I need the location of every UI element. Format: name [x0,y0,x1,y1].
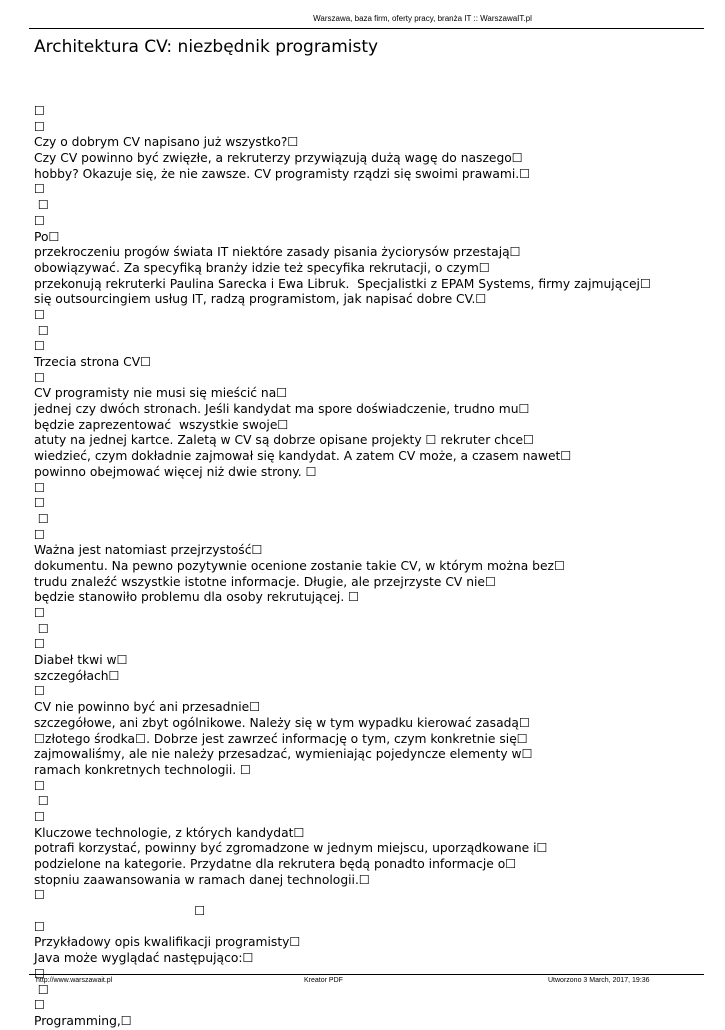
body-line: ☐ [34,339,46,354]
body-line: Przykładowy opis kwalifikacji programisty☐ [34,935,301,950]
footer-divider [29,974,704,975]
body-line: ☐ [34,778,46,793]
body-line: ☐ [34,182,46,197]
body-line: stopniu zaawansowania w ramach danej technologii.☐ [34,872,370,887]
body-line: ☐ [34,794,49,809]
body-line: hobby? Okazuje się, że nie zawsze. CV programisty rządzi się swoimi prawami.☐ [34,166,531,181]
body-line: ☐ [34,496,46,511]
body-line: Ważna jest natomiast przejrzystość☐ [34,543,263,558]
body-line: wiedzieć, czym dokładnie zajmował się kandydat. A zatem CV może, a czasem nawet☐ [34,449,572,464]
body-line: powinno obejmować więcej niż dwie strony. ☐ [34,464,317,479]
body-line: Czy CV powinno być zwięzłe, a rekruterzy przywiązują dużą wagę do naszego☐ [34,151,523,166]
body-line: ☐ [34,998,46,1013]
body-line: ☐ [34,606,46,620]
body-line: ☐ [34,480,46,495]
body-line: ☐ [34,323,49,338]
body-line: ☐ [34,370,46,385]
body-line: trudu znaleźć wszystkie istotne informacje. Długie, ale przejrzyste CV nie☐ [34,574,497,589]
body-line: Kluczowe technologie, z których kandydat☐ [34,825,305,840]
body-line: ☐ [34,198,49,213]
body-line: Czy o dobrym CV napisano już wszystko?☐ [34,135,299,150]
body-line: Po☐ [34,229,60,244]
body-line: szczegółach☐ [34,668,120,683]
body-line: ☐złotego środka☐. Dobrze jest zawrzeć informację o tym, czym konkretnie się☐ [34,731,528,746]
body-line: się outsourcingiem usług IT, radzą programistom, jak napisać dobre CV.☐ [34,292,487,307]
body-line: zajmowaliśmy, ale nie należy przesadzać, wymieniając pojedyncze elementy w☐ [34,747,533,762]
body-line: ☐ [34,919,46,934]
body-line: ☐ [34,904,206,919]
header-divider [29,28,704,29]
page-header-site: Warszawa, baza firm, oferty pracy, branża IT :: WarszawaIT.pl [313,14,532,23]
body-line: CV nie powinno być ani przesadnie☐ [34,700,261,715]
body-line: ☐ [34,213,46,228]
article-title: Architektura CV: niezbędnik programisty [34,37,379,57]
body-line: przekroczeniu progów świata IT niektóre zasady pisania życiorysów przestają☐ [34,245,521,260]
body-line: jednej czy dwóch stronach. Jeśli kandydat ma spore doświadczenie, trudno mu☐ [34,402,530,417]
body-line: ☐ [34,511,49,526]
body-line: będzie zaprezentować wszystkie swoje☐ [34,417,289,432]
article-body [34,104,714,1030]
body-line: potrafi korzystać, powinny być zgromadzone w jednym miejscu, uporządkowane i☐ [34,841,548,856]
body-line: ramach konkretnych technologii. ☐ [34,762,252,777]
body-line: przekonują rekruterki Paulina Sarecka i Ewa Libruk. Specjalistki z EPAM Systems, firmy zajmującej☐ [34,276,651,291]
body-line: szczegółowe, ani zbyt ogólnikowe. Należy się w tym wypadku kierować zasadą☐ [34,715,530,730]
body-line: ☐ [34,966,46,981]
footer-url: http://www.warszawait.pl [36,977,113,984]
body-line: ☐ [34,307,46,322]
body-line: dokumentu. Na pewno pozytywnie ocenione zostanie takie CV, w którym można bez☐ [34,558,565,573]
body-line: obowiązywać. Za specyfiką branży idzie też specyfika rekrutacji, o czym☐ [34,260,490,275]
body-line: będzie stanowiło problemu dla osoby rekrutującej. ☐ [34,590,360,605]
body-line: ☐ [34,104,46,118]
footer-generator: Kreator PDF [304,977,343,984]
body-line: podzielone na kategorie. Przydatne dla rekrutera będą ponadto informacje o☐ [34,857,517,871]
footer-created: Utworzono 3 March, 2017, 19:36 [548,977,650,984]
body-line: ☐ [34,621,49,636]
body-line: ☐ [34,527,46,542]
body-line: Diabeł tkwi w☐ [34,653,128,668]
body-line: Programming,☐ [34,1013,132,1028]
body-line: Java może wyglądać następująco:☐ [34,951,254,966]
body-line: Trzecia strona CV☐ [34,355,152,369]
body-line: atuty na jednej kartce. Zaletą w CV są dobrze opisane projekty ☐ rekruter chce☐ [34,433,535,448]
body-line: ☐ [34,809,46,824]
body-line: ☐ [34,119,46,134]
body-line: ☐ [34,888,46,903]
body-line: ☐ [34,684,46,699]
body-line: ☐ [34,982,49,997]
body-line: CV programisty nie musi się mieścić na☐ [34,386,288,401]
body-line: ☐ [34,637,46,652]
